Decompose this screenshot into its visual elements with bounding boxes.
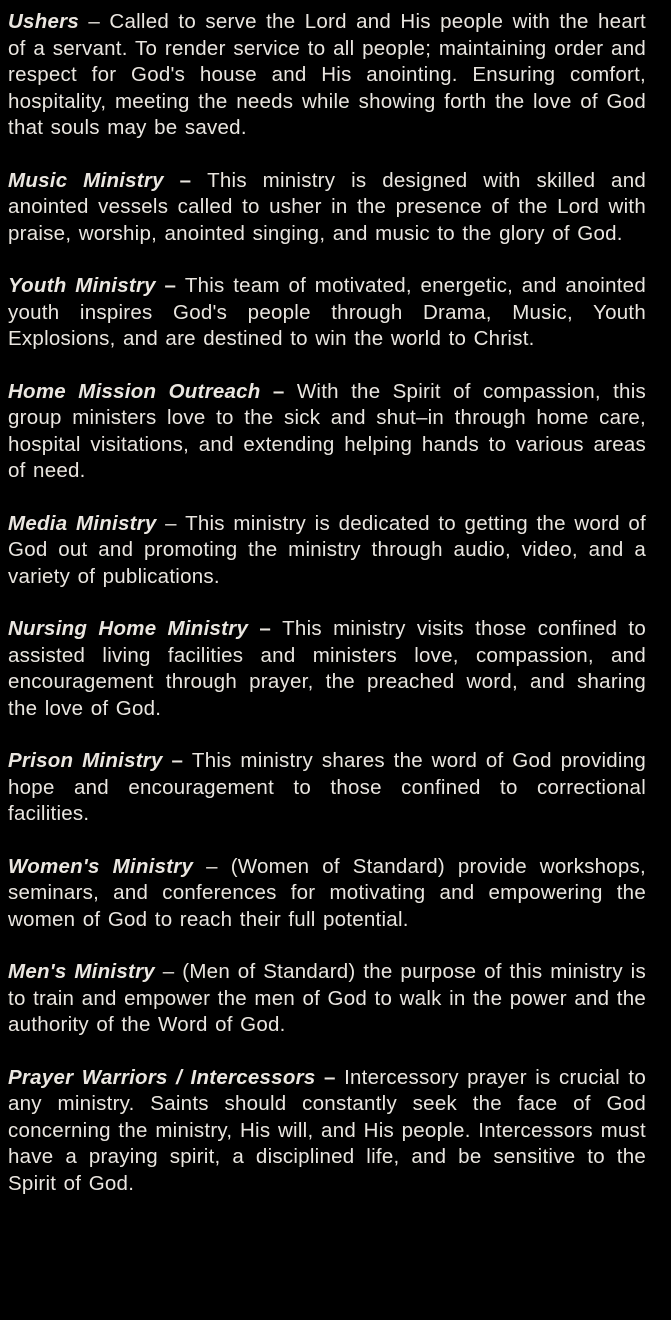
ministry-title: Prison Ministry <box>8 749 163 772</box>
ministry-paragraph <box>8 273 646 353</box>
ministry-title: Men's Ministry <box>8 960 155 983</box>
ministry-paragraph <box>8 9 646 142</box>
ministry-dash: – <box>163 168 208 192</box>
ministry-dash: – <box>315 1065 345 1089</box>
ministry-dash: – <box>154 960 183 983</box>
ministry-dash: – <box>248 617 283 640</box>
ministry-body: This ministry visits those confined to assisted living facilities and ministers love, compassion, and encouragement through prayer, the preached word, and sharing the love of God. <box>8 617 646 720</box>
ministry-paragraph <box>8 748 646 828</box>
ministry-body: This team of motivated, energetic, and anointed youth inspires God's people through Drama, Music, Youth Explosions, and are destined to win the world to Christ. <box>8 274 646 350</box>
ministry-body: This ministry shares the word of God providing hope and encouragement to those confined to correctional facilities. <box>8 749 647 825</box>
ministry-paragraph <box>8 511 646 591</box>
ministry-title: Nursing Home Ministry <box>8 617 249 640</box>
ministry-paragraph <box>8 959 646 1039</box>
ministry-title: Youth Ministry <box>8 274 156 297</box>
ministry-title: Prayer Warriors / Intercessors <box>8 1065 316 1089</box>
ministry-title: Music Ministry <box>8 168 164 192</box>
ministry-body: (Women of Standard) provide workshops, seminars, and conferences for motivating and empowering the women of God to reach their full potential. <box>8 854 646 931</box>
ministry-dash: – <box>162 749 192 772</box>
ministry-paragraph <box>8 854 646 934</box>
ministry-title: Home Mission Outreach <box>8 379 261 403</box>
ministry-title: Media Ministry <box>8 511 157 535</box>
ministry-body: Intercessory prayer is crucial to any ministry. Saints should constantly seek the face of God concerning the ministry, His will, and His people. Intercessors must have a praying spirit, a disciplined life, and be sensitive to the Spirit of God. <box>8 1065 647 1195</box>
ministry-dash: – <box>155 274 185 297</box>
ministry-title: Women's Ministry <box>8 854 194 878</box>
ministry-dash: – <box>193 854 231 878</box>
ministry-paragraph <box>8 1065 646 1198</box>
ministry-paragraph <box>8 379 646 485</box>
ministry-body: This ministry is designed with skilled and anointed vessels called to usher in the presence of the Lord with praise, worship, anointed singing, and music to the glory of God. <box>8 168 647 245</box>
ministry-body: Called to serve the Lord and His people with the heart of a servant. To render service to all people; maintaining order and respect for God's house and His anointing. Ensuring comfort, hospitality, meeting the needs while showing forth the love of God that souls may be saved. <box>8 10 646 139</box>
ministry-dash: – <box>79 10 110 33</box>
ministry-dash: – <box>156 511 186 535</box>
ministry-paragraph <box>8 616 646 722</box>
ministry-body: This ministry is dedicated to getting the word of God out and promoting the ministry through audio, video, and a variety of publications. <box>8 511 646 588</box>
ministry-body: With the Spirit of compassion, this group ministers love to the sick and shut–in through home care, hospital visitations, and extending helping hands to various areas of need. <box>8 379 646 482</box>
ministry-title: Ushers <box>8 10 80 33</box>
ministry-body: (Men of Standard) the purpose of this ministry is to train and empower the men of God to walk in the power and the authority of the Word of God. <box>8 960 646 1036</box>
ministry-paragraph <box>8 168 646 248</box>
ministry-dash: – <box>260 379 297 403</box>
